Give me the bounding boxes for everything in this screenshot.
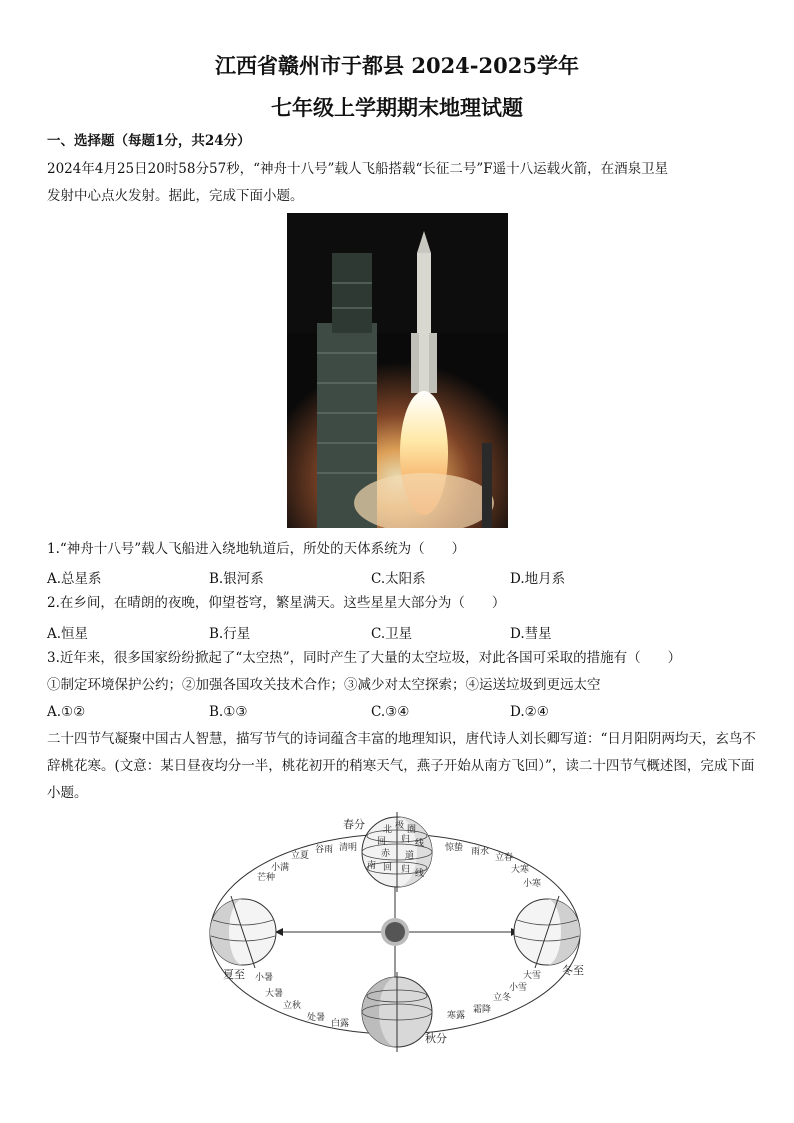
svg-text:立春: 立春 [495, 853, 514, 863]
label-autumn-equinox: 秋分 [425, 1032, 447, 1045]
svg-text:北: 北 [383, 825, 393, 835]
svg-text:回: 回 [377, 837, 387, 847]
svg-text:线: 线 [415, 839, 425, 849]
globe-winter-solstice [514, 896, 580, 968]
svg-text:归: 归 [401, 865, 411, 875]
svg-text:雨水: 雨水 [471, 847, 490, 857]
q1-option-c[interactable]: C.太阳系 [371, 571, 426, 587]
globe-spring-equinox [362, 812, 432, 892]
q3-option-b[interactable]: B.①③ [209, 704, 248, 720]
svg-text:小寒: 小寒 [523, 879, 542, 889]
q1-option-d[interactable]: D.地月系 [510, 571, 566, 587]
solar-terms-diagram [195, 812, 615, 1057]
svg-text:芒种: 芒种 [257, 873, 276, 883]
question-3-statements: ①制定环境保护公约；②加强各国攻关技术合作；③减少对太空探索；④运送垃圾到更远太空 [47, 677, 601, 693]
svg-text:白露: 白露 [331, 1019, 350, 1029]
title-line-2: 七年级上学期期末地理试题 [271, 95, 523, 120]
q3-option-c[interactable]: C.③④ [371, 704, 410, 720]
q3-option-d[interactable]: D.②④ [510, 704, 549, 720]
label-winter-solstice: 冬至 [562, 964, 584, 977]
intro1-line2: 发射中心点火发射。据此，完成下面小题。 [47, 188, 304, 204]
svg-text:立冬: 立冬 [493, 993, 512, 1003]
q2-option-c[interactable]: C.卫星 [371, 626, 413, 642]
svg-text:极: 极 [395, 821, 405, 831]
question-2-stem: 2.在乡间，在晴朗的夜晚，仰望苍穹，繁星满天。这些星星大部分为（ ） [47, 595, 506, 611]
svg-text:大雪: 大雪 [523, 971, 542, 981]
svg-text:南: 南 [367, 861, 377, 871]
q2-option-a[interactable]: A.恒星 [47, 626, 89, 642]
svg-text:谷雨: 谷雨 [315, 845, 334, 855]
q2-option-b[interactable]: B.行星 [209, 626, 251, 642]
question-3-stem: 3.近年来，很多国家纷纷掀起了“太空热”，同时产生了大量的太空垃圾，对此各国可采取的措施有（ ） [47, 650, 682, 666]
rocket-launch-photo [287, 213, 508, 528]
svg-text:立夏: 立夏 [291, 851, 310, 861]
globe-summer-solstice [210, 896, 276, 968]
svg-text:立秋: 立秋 [283, 1001, 302, 1011]
svg-text:清明: 清明 [339, 843, 358, 853]
svg-text:寒露: 寒露 [447, 1011, 466, 1021]
svg-text:回: 回 [383, 863, 393, 873]
q3-option-a[interactable]: A.①② [47, 704, 86, 720]
sun-icon [381, 918, 409, 946]
q2-option-d[interactable]: D.彗星 [510, 626, 552, 642]
q1-option-b[interactable]: B.银河系 [209, 571, 264, 587]
section-heading: 一、选择题（每题1分，共24分） [47, 133, 251, 149]
svg-text:小雪: 小雪 [509, 983, 528, 993]
intro2-paragraph: 二十四节气凝聚中国古人智慧，描写节气的诗词蕴含丰富的地理知识，唐代诗人刘长卿写道：“日月阳阴两均天，玄鸟不辞桃花寒。(文意：某日昼夜均分一半，桃花初开的稍寒天气，燕子开始从南方飞回）”，读二十四节气概述图，完成下面小题。 [47, 731, 756, 801]
svg-text:大暑: 大暑 [265, 989, 284, 999]
svg-text:线: 线 [415, 869, 425, 879]
svg-text:赤: 赤 [381, 849, 391, 859]
label-spring-equinox: 春分 [343, 818, 365, 831]
svg-text:圈: 圈 [407, 825, 417, 835]
title-line-1: 江西省赣州市于都县 2024-2025学年 [215, 53, 579, 78]
label-summer-solstice: 夏至 [223, 968, 245, 981]
svg-text:处暑: 处暑 [307, 1013, 326, 1023]
globe-autumn-equinox [362, 972, 432, 1052]
svg-text:大寒: 大寒 [511, 865, 530, 875]
intro1-line1: 2024年4月25日20时58分57秒，“神舟十八号”载人飞船搭载“长征二号”F遥十八运载火箭，在酒泉卫星 [47, 161, 669, 177]
question-1-stem: 1.“神舟十八号”载人飞船进入绕地轨道后，所处的天体系统为（ ） [47, 541, 466, 557]
svg-text:惊蛰: 惊蛰 [445, 843, 464, 853]
svg-text:小暑: 小暑 [255, 973, 274, 983]
svg-text:归: 归 [401, 835, 411, 845]
q1-option-a[interactable]: A.总星系 [47, 571, 102, 587]
svg-text:小满: 小满 [271, 863, 290, 873]
svg-text:霜降: 霜降 [473, 1005, 492, 1015]
svg-text:道: 道 [405, 851, 415, 861]
